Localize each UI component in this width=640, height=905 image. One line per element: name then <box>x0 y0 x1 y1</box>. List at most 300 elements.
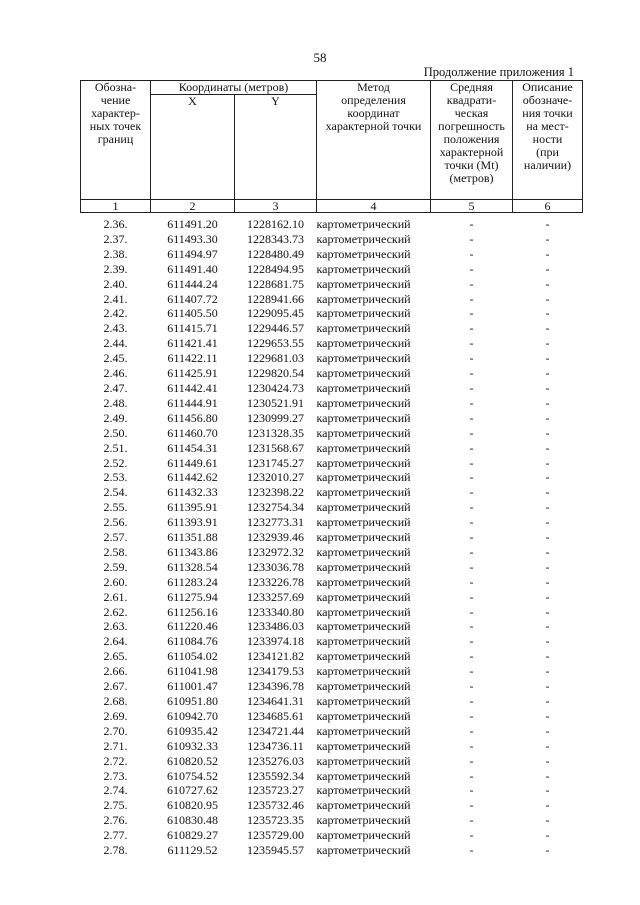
method-cell: картометрический <box>316 425 411 440</box>
error-cell: - <box>469 708 474 723</box>
column-number: 2 <box>151 200 235 213</box>
error-cell: - <box>469 664 474 679</box>
method-cell: картометрический <box>316 619 411 634</box>
table-row <box>81 441 583 456</box>
x-coordinate-cell: 611343.86 <box>167 544 218 559</box>
description-cell: - <box>545 679 550 694</box>
error-cell: - <box>469 470 474 485</box>
x-coordinate-cell: 611084.76 <box>167 634 218 649</box>
error-cell: - <box>469 559 474 574</box>
error-cell: - <box>469 395 474 410</box>
description-cell: - <box>545 604 550 619</box>
error-cell: - <box>469 485 474 500</box>
y-coordinate-cell: 1234121.82 <box>247 649 304 664</box>
y-coordinate-cell: 1234721.44 <box>247 723 304 738</box>
point-id-cell: 2.61. <box>103 589 128 604</box>
header-coordinates: Координаты (метров) <box>151 81 317 95</box>
point-id-cell: 2.68. <box>103 694 128 708</box>
point-id-cell: 2.70. <box>103 723 128 738</box>
error-cell: - <box>469 366 474 381</box>
description-cell: - <box>545 306 550 321</box>
x-coordinate-cell: 611442.41 <box>167 380 218 395</box>
column-number: 4 <box>317 200 431 213</box>
table-row <box>81 213 583 232</box>
error-cell: - <box>469 455 474 470</box>
error-cell: - <box>469 843 474 858</box>
table-row <box>81 843 583 858</box>
x-coordinate-cell: 611454.31 <box>167 440 218 455</box>
error-cell: - <box>469 500 474 515</box>
y-coordinate-cell: 1235723.35 <box>247 813 304 828</box>
table-row <box>81 679 583 694</box>
point-id-cell: 2.78. <box>103 843 128 858</box>
y-coordinate-cell: 1230424.73 <box>247 380 304 395</box>
point-id-cell: 2.49. <box>103 410 128 425</box>
x-coordinate-cell: 610820.52 <box>167 753 218 768</box>
x-coordinate-cell: 611460.70 <box>167 425 218 440</box>
table-row <box>81 649 583 664</box>
table-row <box>81 664 583 679</box>
point-id-cell: 2.77. <box>103 828 128 843</box>
method-cell: картометрический <box>316 276 411 291</box>
y-coordinate-cell: 1232972.32 <box>247 544 304 559</box>
x-coordinate-cell: 611054.02 <box>167 649 218 664</box>
error-cell: - <box>469 574 474 589</box>
table-row <box>81 411 583 426</box>
method-cell: картометрический <box>316 783 411 798</box>
method-cell: картометрический <box>316 813 411 828</box>
x-coordinate-cell: 611491.40 <box>167 261 218 276</box>
point-id-cell: 2.65. <box>103 649 128 664</box>
x-coordinate-cell: 611444.91 <box>167 395 218 410</box>
table-body <box>81 213 583 858</box>
error-cell: - <box>469 440 474 455</box>
error-cell: - <box>469 589 474 604</box>
point-id-cell: 2.67. <box>103 679 128 694</box>
table-row <box>81 798 583 813</box>
point-id-cell: 2.37. <box>103 231 128 246</box>
x-coordinate-cell: 611449.61 <box>167 455 218 470</box>
point-id-cell: 2.39. <box>103 261 128 276</box>
description-cell: - <box>545 768 550 783</box>
point-id-cell: 2.66. <box>103 664 128 679</box>
table-row <box>81 709 583 724</box>
point-id-cell: 2.56. <box>103 515 128 530</box>
header-point-description: Описание обозначе- ния точки на мест- ности (при наличии) <box>513 81 583 200</box>
description-cell: - <box>545 843 550 858</box>
description-cell: - <box>545 485 550 500</box>
y-coordinate-cell: 1233340.80 <box>247 604 304 619</box>
x-coordinate-cell: 610935.42 <box>167 723 218 738</box>
description-cell: - <box>545 380 550 395</box>
method-cell: картометрический <box>316 723 411 738</box>
y-coordinate-cell: 1235729.00 <box>247 828 304 843</box>
table-row <box>81 456 583 471</box>
error-cell: - <box>469 813 474 828</box>
method-cell: картометрический <box>316 530 411 545</box>
description-cell: - <box>545 544 550 559</box>
point-id-cell: 2.41. <box>103 291 128 306</box>
table-row <box>81 619 583 634</box>
method-cell: картометрический <box>316 634 411 649</box>
method-cell: картометрический <box>316 574 411 589</box>
method-cell: картометрический <box>316 753 411 768</box>
point-id-cell: 2.69. <box>103 708 128 723</box>
table-row <box>81 754 583 769</box>
description-cell: - <box>545 559 550 574</box>
table-row <box>81 530 583 545</box>
method-cell: картометрический <box>316 366 411 381</box>
y-coordinate-cell: 1229820.54 <box>247 366 304 381</box>
x-coordinate-cell: 610727.62 <box>167 783 218 798</box>
description-cell: - <box>545 813 550 828</box>
y-coordinate-cell: 1233226.78 <box>247 574 304 589</box>
point-id-cell: 2.75. <box>103 798 128 813</box>
page-number: 58 <box>313 50 327 65</box>
y-coordinate-cell: 1231328.35 <box>247 425 304 440</box>
table-row <box>81 724 583 739</box>
description-cell: - <box>545 530 550 545</box>
table-row <box>81 813 583 828</box>
method-cell: картометрический <box>316 336 411 351</box>
table-row <box>81 500 583 515</box>
method-cell: картометрический <box>316 261 411 276</box>
point-id-cell: 2.45. <box>103 351 128 366</box>
description-cell: - <box>545 619 550 634</box>
method-cell: картометрический <box>316 231 411 246</box>
method-cell: картометрический <box>316 485 411 500</box>
error-cell: - <box>469 694 474 708</box>
error-cell: - <box>469 336 474 351</box>
error-cell: - <box>469 679 474 694</box>
x-coordinate-cell: 611442.62 <box>167 470 218 485</box>
description-cell: - <box>545 231 550 246</box>
x-coordinate-cell: 611351.88 <box>167 530 218 545</box>
table-row <box>81 277 583 292</box>
y-coordinate-cell: 1230521.91 <box>247 395 304 410</box>
header-x: X <box>151 95 235 200</box>
method-cell: картометрический <box>316 708 411 723</box>
point-id-cell: 2.64. <box>103 634 128 649</box>
y-coordinate-cell: 1232010.27 <box>247 470 304 485</box>
table-row <box>81 262 583 277</box>
header-point-designation: Обозна- чение характер- ных точек границ <box>81 81 151 200</box>
y-coordinate-cell: 1228480.49 <box>247 246 304 261</box>
y-coordinate-cell: 1234685.61 <box>247 708 304 723</box>
y-coordinate-cell: 1229653.55 <box>247 336 304 351</box>
method-cell: картометрический <box>316 589 411 604</box>
error-cell: - <box>469 738 474 753</box>
y-coordinate-cell: 1229095.45 <box>247 306 304 321</box>
column-number-row <box>81 200 583 213</box>
description-cell: - <box>545 321 550 336</box>
x-coordinate-cell: 610951.80 <box>167 694 218 708</box>
table-row <box>81 575 583 590</box>
description-cell: - <box>545 798 550 813</box>
error-cell: - <box>469 768 474 783</box>
error-cell: - <box>469 798 474 813</box>
description-cell: - <box>545 440 550 455</box>
error-cell: - <box>469 649 474 664</box>
error-cell: - <box>469 753 474 768</box>
table-row <box>81 336 583 351</box>
error-cell: - <box>469 515 474 530</box>
method-cell: картометрический <box>316 440 411 455</box>
x-coordinate-cell: 611493.30 <box>167 231 218 246</box>
description-cell: - <box>545 470 550 485</box>
method-cell: картометрический <box>316 410 411 425</box>
x-coordinate-cell: 611395.91 <box>167 500 218 515</box>
description-cell: - <box>545 410 550 425</box>
x-coordinate-cell: 611456.80 <box>167 410 218 425</box>
coordinates-table <box>80 80 583 858</box>
point-id-cell: 2.62. <box>103 604 128 619</box>
error-cell: - <box>469 217 474 231</box>
y-coordinate-cell: 1229681.03 <box>247 351 304 366</box>
x-coordinate-cell: 611444.24 <box>167 276 218 291</box>
point-id-cell: 2.52. <box>103 455 128 470</box>
error-cell: - <box>469 723 474 738</box>
x-coordinate-cell: 611393.91 <box>167 515 218 530</box>
y-coordinate-cell: 1235276.03 <box>247 753 304 768</box>
method-cell: картометрический <box>316 321 411 336</box>
x-coordinate-cell: 610830.48 <box>167 813 218 828</box>
method-cell: картометрический <box>316 843 411 858</box>
error-cell: - <box>469 351 474 366</box>
x-coordinate-cell: 610932.33 <box>167 738 218 753</box>
method-cell: картометрический <box>316 380 411 395</box>
error-cell: - <box>469 291 474 306</box>
table-row <box>81 381 583 396</box>
y-coordinate-cell: 1233036.78 <box>247 559 304 574</box>
x-coordinate-cell: 611129.52 <box>167 843 218 858</box>
x-coordinate-cell: 610820.95 <box>167 798 218 813</box>
table-row <box>81 292 583 307</box>
point-id-cell: 2.50. <box>103 425 128 440</box>
table-row <box>81 351 583 366</box>
table-row <box>81 769 583 784</box>
table-row <box>81 232 583 247</box>
description-cell: - <box>545 664 550 679</box>
error-cell: - <box>469 828 474 843</box>
y-coordinate-cell: 1235732.46 <box>247 798 304 813</box>
y-coordinate-cell: 1235723.27 <box>247 783 304 798</box>
y-coordinate-cell: 1234641.31 <box>247 694 304 708</box>
description-cell: - <box>545 738 550 753</box>
y-coordinate-cell: 1231745.27 <box>247 455 304 470</box>
x-coordinate-cell: 610754.52 <box>167 768 218 783</box>
y-coordinate-cell: 1233486.03 <box>247 619 304 634</box>
x-coordinate-cell: 611407.72 <box>167 291 218 306</box>
error-cell: - <box>469 544 474 559</box>
method-cell: картометрический <box>316 500 411 515</box>
point-id-cell: 2.63. <box>103 619 128 634</box>
method-cell: картометрический <box>316 694 411 708</box>
description-cell: - <box>545 366 550 381</box>
y-coordinate-cell: 1232398.22 <box>247 485 304 500</box>
error-cell: - <box>469 634 474 649</box>
table-row <box>81 366 583 381</box>
method-cell: картометрический <box>316 544 411 559</box>
method-cell: картометрический <box>316 306 411 321</box>
x-coordinate-cell: 611425.91 <box>167 366 218 381</box>
description-cell: - <box>545 425 550 440</box>
description-cell: - <box>545 783 550 798</box>
method-cell: картометрический <box>316 515 411 530</box>
point-id-cell: 2.43. <box>103 321 128 336</box>
column-number: 6 <box>513 200 583 213</box>
y-coordinate-cell: 1234736.11 <box>247 738 304 753</box>
y-coordinate-cell: 1228681.75 <box>247 276 304 291</box>
error-cell: - <box>469 604 474 619</box>
y-coordinate-cell: 1233257.69 <box>247 589 304 604</box>
y-coordinate-cell: 1235945.57 <box>247 843 304 858</box>
point-id-cell: 2.42. <box>103 306 128 321</box>
description-cell: - <box>545 694 550 708</box>
y-coordinate-cell: 1229446.57 <box>247 321 304 336</box>
point-id-cell: 2.57. <box>103 530 128 545</box>
description-cell: - <box>545 634 550 649</box>
point-id-cell: 2.76. <box>103 813 128 828</box>
error-cell: - <box>469 276 474 291</box>
point-id-cell: 2.51. <box>103 440 128 455</box>
description-cell: - <box>545 261 550 276</box>
point-id-cell: 2.60. <box>103 574 128 589</box>
method-cell: картометрический <box>316 768 411 783</box>
point-id-cell: 2.46. <box>103 366 128 381</box>
error-cell: - <box>469 306 474 321</box>
description-cell: - <box>545 828 550 843</box>
method-cell: картометрический <box>316 470 411 485</box>
description-cell: - <box>545 574 550 589</box>
description-cell: - <box>545 336 550 351</box>
description-cell: - <box>545 217 550 231</box>
error-cell: - <box>469 619 474 634</box>
description-cell: - <box>545 351 550 366</box>
y-coordinate-cell: 1232754.34 <box>247 500 304 515</box>
error-cell: - <box>469 261 474 276</box>
error-cell: - <box>469 321 474 336</box>
table-row <box>81 515 583 530</box>
table-row <box>81 739 583 754</box>
x-coordinate-cell: 611491.20 <box>167 217 218 231</box>
continuation-label: Продолжение приложения 1 <box>423 65 574 79</box>
table-row <box>81 783 583 798</box>
y-coordinate-cell: 1235592.34 <box>247 768 304 783</box>
header-mean-square-error: Средняя квадрати- ческая погрешность положения характерной точки (Mt) (метров) <box>431 81 513 200</box>
y-coordinate-cell: 1234179.53 <box>247 664 304 679</box>
description-cell: - <box>545 589 550 604</box>
error-cell: - <box>469 783 474 798</box>
description-cell: - <box>545 649 550 664</box>
table-row <box>81 321 583 336</box>
description-cell: - <box>545 753 550 768</box>
point-id-cell: 2.71. <box>103 738 128 753</box>
table-row <box>81 306 583 321</box>
description-cell: - <box>545 246 550 261</box>
error-cell: - <box>469 231 474 246</box>
y-coordinate-cell: 1233974.18 <box>247 634 304 649</box>
x-coordinate-cell: 611275.94 <box>167 589 218 604</box>
description-cell: - <box>545 395 550 410</box>
method-cell: картометрический <box>316 664 411 679</box>
description-cell: - <box>545 500 550 515</box>
table-row <box>81 605 583 620</box>
method-cell: картометрический <box>316 679 411 694</box>
method-cell: картометрический <box>316 217 411 231</box>
description-cell: - <box>545 723 550 738</box>
table-row <box>81 396 583 411</box>
point-id-cell: 2.38. <box>103 246 128 261</box>
method-cell: картометрический <box>316 738 411 753</box>
x-coordinate-cell: 611001.47 <box>167 679 218 694</box>
method-cell: картометрический <box>316 246 411 261</box>
y-coordinate-cell: 1228162.10 <box>247 217 304 231</box>
table-header <box>81 81 583 213</box>
table-row <box>81 634 583 649</box>
description-cell: - <box>545 455 550 470</box>
method-cell: картометрический <box>316 798 411 813</box>
x-coordinate-cell: 611432.33 <box>167 485 218 500</box>
x-coordinate-cell: 611041.98 <box>167 664 218 679</box>
x-coordinate-cell: 610942.70 <box>167 708 218 723</box>
point-id-cell: 2.55. <box>103 500 128 515</box>
x-coordinate-cell: 611328.54 <box>167 559 218 574</box>
column-number: 5 <box>431 200 513 213</box>
x-coordinate-cell: 610829.27 <box>167 828 218 843</box>
method-cell: картометрический <box>316 828 411 843</box>
table-row <box>81 485 583 500</box>
x-coordinate-cell: 611421.41 <box>167 336 218 351</box>
x-coordinate-cell: 611220.46 <box>167 619 218 634</box>
y-coordinate-cell: 1232773.31 <box>247 515 304 530</box>
y-coordinate-cell: 1231568.67 <box>247 440 304 455</box>
x-coordinate-cell: 611283.24 <box>167 574 218 589</box>
column-number: 3 <box>235 200 317 213</box>
description-cell: - <box>545 291 550 306</box>
y-coordinate-cell: 1230999.27 <box>247 410 304 425</box>
column-number: 1 <box>81 200 151 213</box>
description-cell: - <box>545 515 550 530</box>
point-id-cell: 2.36. <box>103 217 128 231</box>
table-row <box>81 470 583 485</box>
point-id-cell: 2.74. <box>103 783 128 798</box>
method-cell: картометрический <box>316 351 411 366</box>
table-row <box>81 247 583 262</box>
table-row <box>81 426 583 441</box>
point-id-cell: 2.54. <box>103 485 128 500</box>
error-cell: - <box>469 530 474 545</box>
error-cell: - <box>469 410 474 425</box>
y-coordinate-cell: 1228494.95 <box>247 261 304 276</box>
x-coordinate-cell: 611405.50 <box>167 306 218 321</box>
x-coordinate-cell: 611256.16 <box>167 604 218 619</box>
method-cell: картометрический <box>316 649 411 664</box>
method-cell: картометрический <box>316 604 411 619</box>
y-coordinate-cell: 1232939.46 <box>247 530 304 545</box>
point-id-cell: 2.47. <box>103 380 128 395</box>
point-id-cell: 2.59. <box>103 559 128 574</box>
point-id-cell: 2.72. <box>103 753 128 768</box>
point-id-cell: 2.44. <box>103 336 128 351</box>
description-cell: - <box>545 708 550 723</box>
point-id-cell: 2.58. <box>103 544 128 559</box>
point-id-cell: 2.40. <box>103 276 128 291</box>
method-cell: картометрический <box>316 395 411 410</box>
error-cell: - <box>469 425 474 440</box>
description-cell: - <box>545 276 550 291</box>
method-cell: картометрический <box>316 291 411 306</box>
